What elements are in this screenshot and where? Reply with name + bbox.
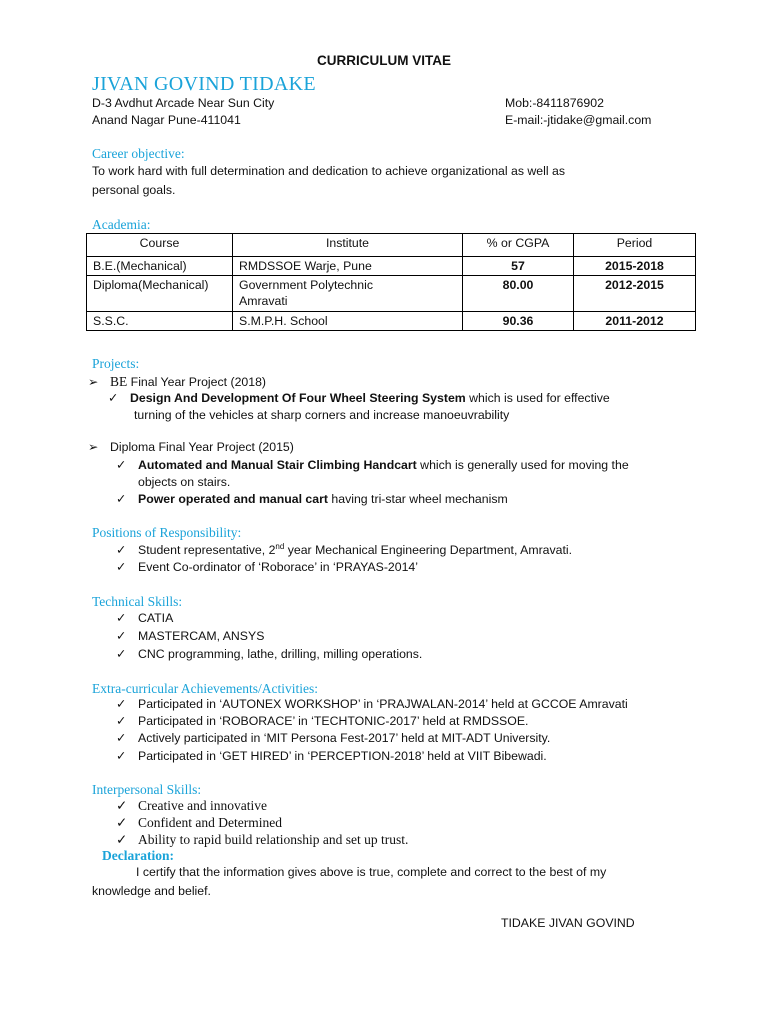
responsibility-item-2-text: Event Co-ordinator of ‘Roborace’ in ‘PRAYAS-2014’ — [138, 560, 419, 574]
project-2-item-1-line-2: objects on stairs. — [138, 475, 231, 489]
institute-cell — [233, 276, 463, 311]
document-title: CURRICULUM VITAE — [317, 53, 451, 68]
responsibility-item-1 — [116, 541, 572, 559]
achievement-text: Actively participated in ‘MIT Persona Fest-2017’ held at MIT-ADT University. — [138, 731, 551, 745]
project-1-title — [88, 373, 266, 392]
check-mark-icon: ✓ — [116, 543, 127, 558]
column-header-course: Course — [87, 234, 233, 257]
check-mark-icon: ✓ — [108, 391, 119, 405]
career-objective-line-1: To work hard with full determination and dedication to achieve organizational as well as — [92, 164, 566, 178]
declaration-line-1: I certify that the information gives above is true, complete and correct to the best of my — [136, 865, 607, 879]
list-item — [116, 628, 264, 645]
list-item — [116, 713, 528, 730]
list-item — [116, 696, 628, 713]
project-2-item-1 — [116, 457, 629, 474]
project-1-item-title: Design And Development Of Four Wheel Steering System — [130, 391, 466, 405]
technical-skill: CNC programming, lathe, drilling, milling operations. — [138, 647, 423, 661]
technical-skill: MASTERCAM, ANSYS — [138, 629, 265, 643]
score-cell: 80.00 — [463, 276, 574, 311]
address-line-1: D-3 Avdhut Arcade Near Sun City — [92, 96, 275, 110]
project-1-item-line-2: turning of the vehicles at sharp corners and increase manoeuvrability — [134, 408, 510, 422]
declaration-line-2: knowledge and belief. — [92, 884, 211, 898]
table-header-row — [87, 234, 696, 257]
signature-name: TIDAKE JIVAN GOVIND — [501, 916, 635, 930]
project-1-title-text: Final Year Project (2018) — [127, 375, 267, 389]
list-item — [116, 730, 550, 747]
project-2-title — [88, 439, 294, 456]
email-address: E-mail:-jtidake@gmail.com — [505, 113, 652, 127]
arrow-bullet-icon: ➢ — [88, 375, 99, 389]
achievement-text: Participated in ‘AUTONEX WORKSHOP’ in ‘PRAJWALAN-2014’ held at GCCOE Amravati — [138, 697, 628, 711]
responsibility-heading: Positions of Responsibility: — [92, 525, 242, 540]
institute-cell: RMDSSOE Warje, Pune — [233, 257, 463, 276]
score-cell: 57 — [463, 257, 574, 276]
responsibility-item-1-rest: year Mechanical Engineering Department, Amravati. — [284, 543, 573, 558]
table-row — [87, 276, 696, 311]
project-2-item-2 — [116, 491, 508, 508]
address-line-2: Anand Nagar Pune-411041 — [92, 113, 241, 127]
table-row — [87, 311, 696, 330]
course-cell: B.E.(Mechanical) — [87, 257, 233, 276]
check-mark-icon: ✓ — [116, 458, 127, 472]
course-cell: S.S.C. — [87, 311, 233, 330]
project-1-item-text: which is used for effective — [465, 391, 610, 405]
list-item — [116, 610, 173, 627]
check-mark-icon: ✓ — [116, 731, 127, 745]
check-mark-icon: ✓ — [116, 647, 127, 661]
project-2-title-text: Diploma Final Year Project (2015) — [110, 440, 294, 454]
project-2-item-2-title: Power operated and manual cart — [138, 492, 328, 506]
check-mark-icon: ✓ — [116, 815, 128, 830]
arrow-bullet-icon: ➢ — [88, 440, 99, 454]
list-item — [116, 646, 422, 663]
list-item — [116, 814, 282, 833]
column-header-period: Period — [574, 234, 696, 257]
course-cell: Diploma(Mechanical) — [87, 276, 233, 311]
check-mark-icon: ✓ — [116, 560, 127, 574]
period-cell: 2011-2012 — [574, 311, 696, 330]
interpersonal-skill: Ability to rapid build relationship and set up trust. — [138, 832, 409, 847]
project-2-item-1-title: Automated and Manual Stair Climbing Handcart — [138, 458, 417, 472]
project-1-level: BE — [110, 374, 128, 389]
check-mark-icon: ✓ — [116, 629, 127, 643]
achievement-text: Participated in ‘ROBORACE’ in ‘TECHTONIC-2017’ held at RMDSSOE. — [138, 714, 529, 728]
mobile-number: Mob:-8411876902 — [505, 96, 604, 110]
responsibility-item-1-text: Student representative, 2 — [138, 543, 276, 558]
interpersonal-skill: Creative and innovative — [138, 798, 267, 813]
interpersonal-skills-heading: Interpersonal Skills: — [92, 782, 202, 797]
projects-heading: Projects: — [92, 356, 140, 371]
project-1-item — [108, 390, 610, 407]
column-header-institute: Institute — [233, 234, 463, 257]
academia-heading: Academia: — [92, 217, 151, 232]
institute-cell-line-2: Amravati — [239, 294, 288, 309]
responsibility-item-2 — [116, 559, 418, 576]
technical-skill: CATIA — [138, 611, 174, 625]
list-item — [116, 797, 267, 816]
check-mark-icon: ✓ — [116, 832, 128, 847]
project-2-item-2-text: having tri-star wheel mechanism — [327, 492, 508, 506]
check-mark-icon: ✓ — [116, 492, 127, 506]
declaration-heading: Declaration: — [102, 848, 174, 863]
project-2-item-1-text: which is generally used for moving the — [416, 458, 629, 472]
check-mark-icon: ✓ — [116, 697, 127, 711]
interpersonal-skill: Confident and Determined — [138, 815, 282, 830]
period-cell: 2012-2015 — [574, 276, 696, 311]
check-mark-icon: ✓ — [116, 798, 128, 813]
ordinal-suffix: nd — [275, 542, 285, 551]
score-cell: 90.36 — [463, 311, 574, 330]
career-objective-line-2: personal goals. — [92, 183, 176, 197]
technical-skills-heading: Technical Skills: — [92, 594, 183, 609]
achievement-text: Participated in ‘GET HIRED’ in ‘PERCEPTION-2018’ held at VIIT Bibewadi. — [138, 749, 547, 763]
check-mark-icon: ✓ — [116, 714, 127, 728]
institute-cell: S.M.P.H. School — [233, 311, 463, 330]
extra-curricular-heading: Extra-curricular Achievements/Activities: — [92, 681, 319, 696]
period-cell: 2015-2018 — [574, 257, 696, 276]
institute-cell-line-1: Government Polytechnic — [239, 278, 373, 293]
column-header-score: % or CGPA — [463, 234, 574, 257]
career-objective-heading: Career objective: — [92, 146, 185, 161]
table-row — [87, 257, 696, 276]
candidate-name: JIVAN GOVIND TIDAKE — [92, 73, 316, 95]
academia-table — [86, 233, 696, 331]
list-item — [116, 748, 547, 765]
check-mark-icon: ✓ — [116, 611, 127, 625]
check-mark-icon: ✓ — [116, 749, 127, 763]
